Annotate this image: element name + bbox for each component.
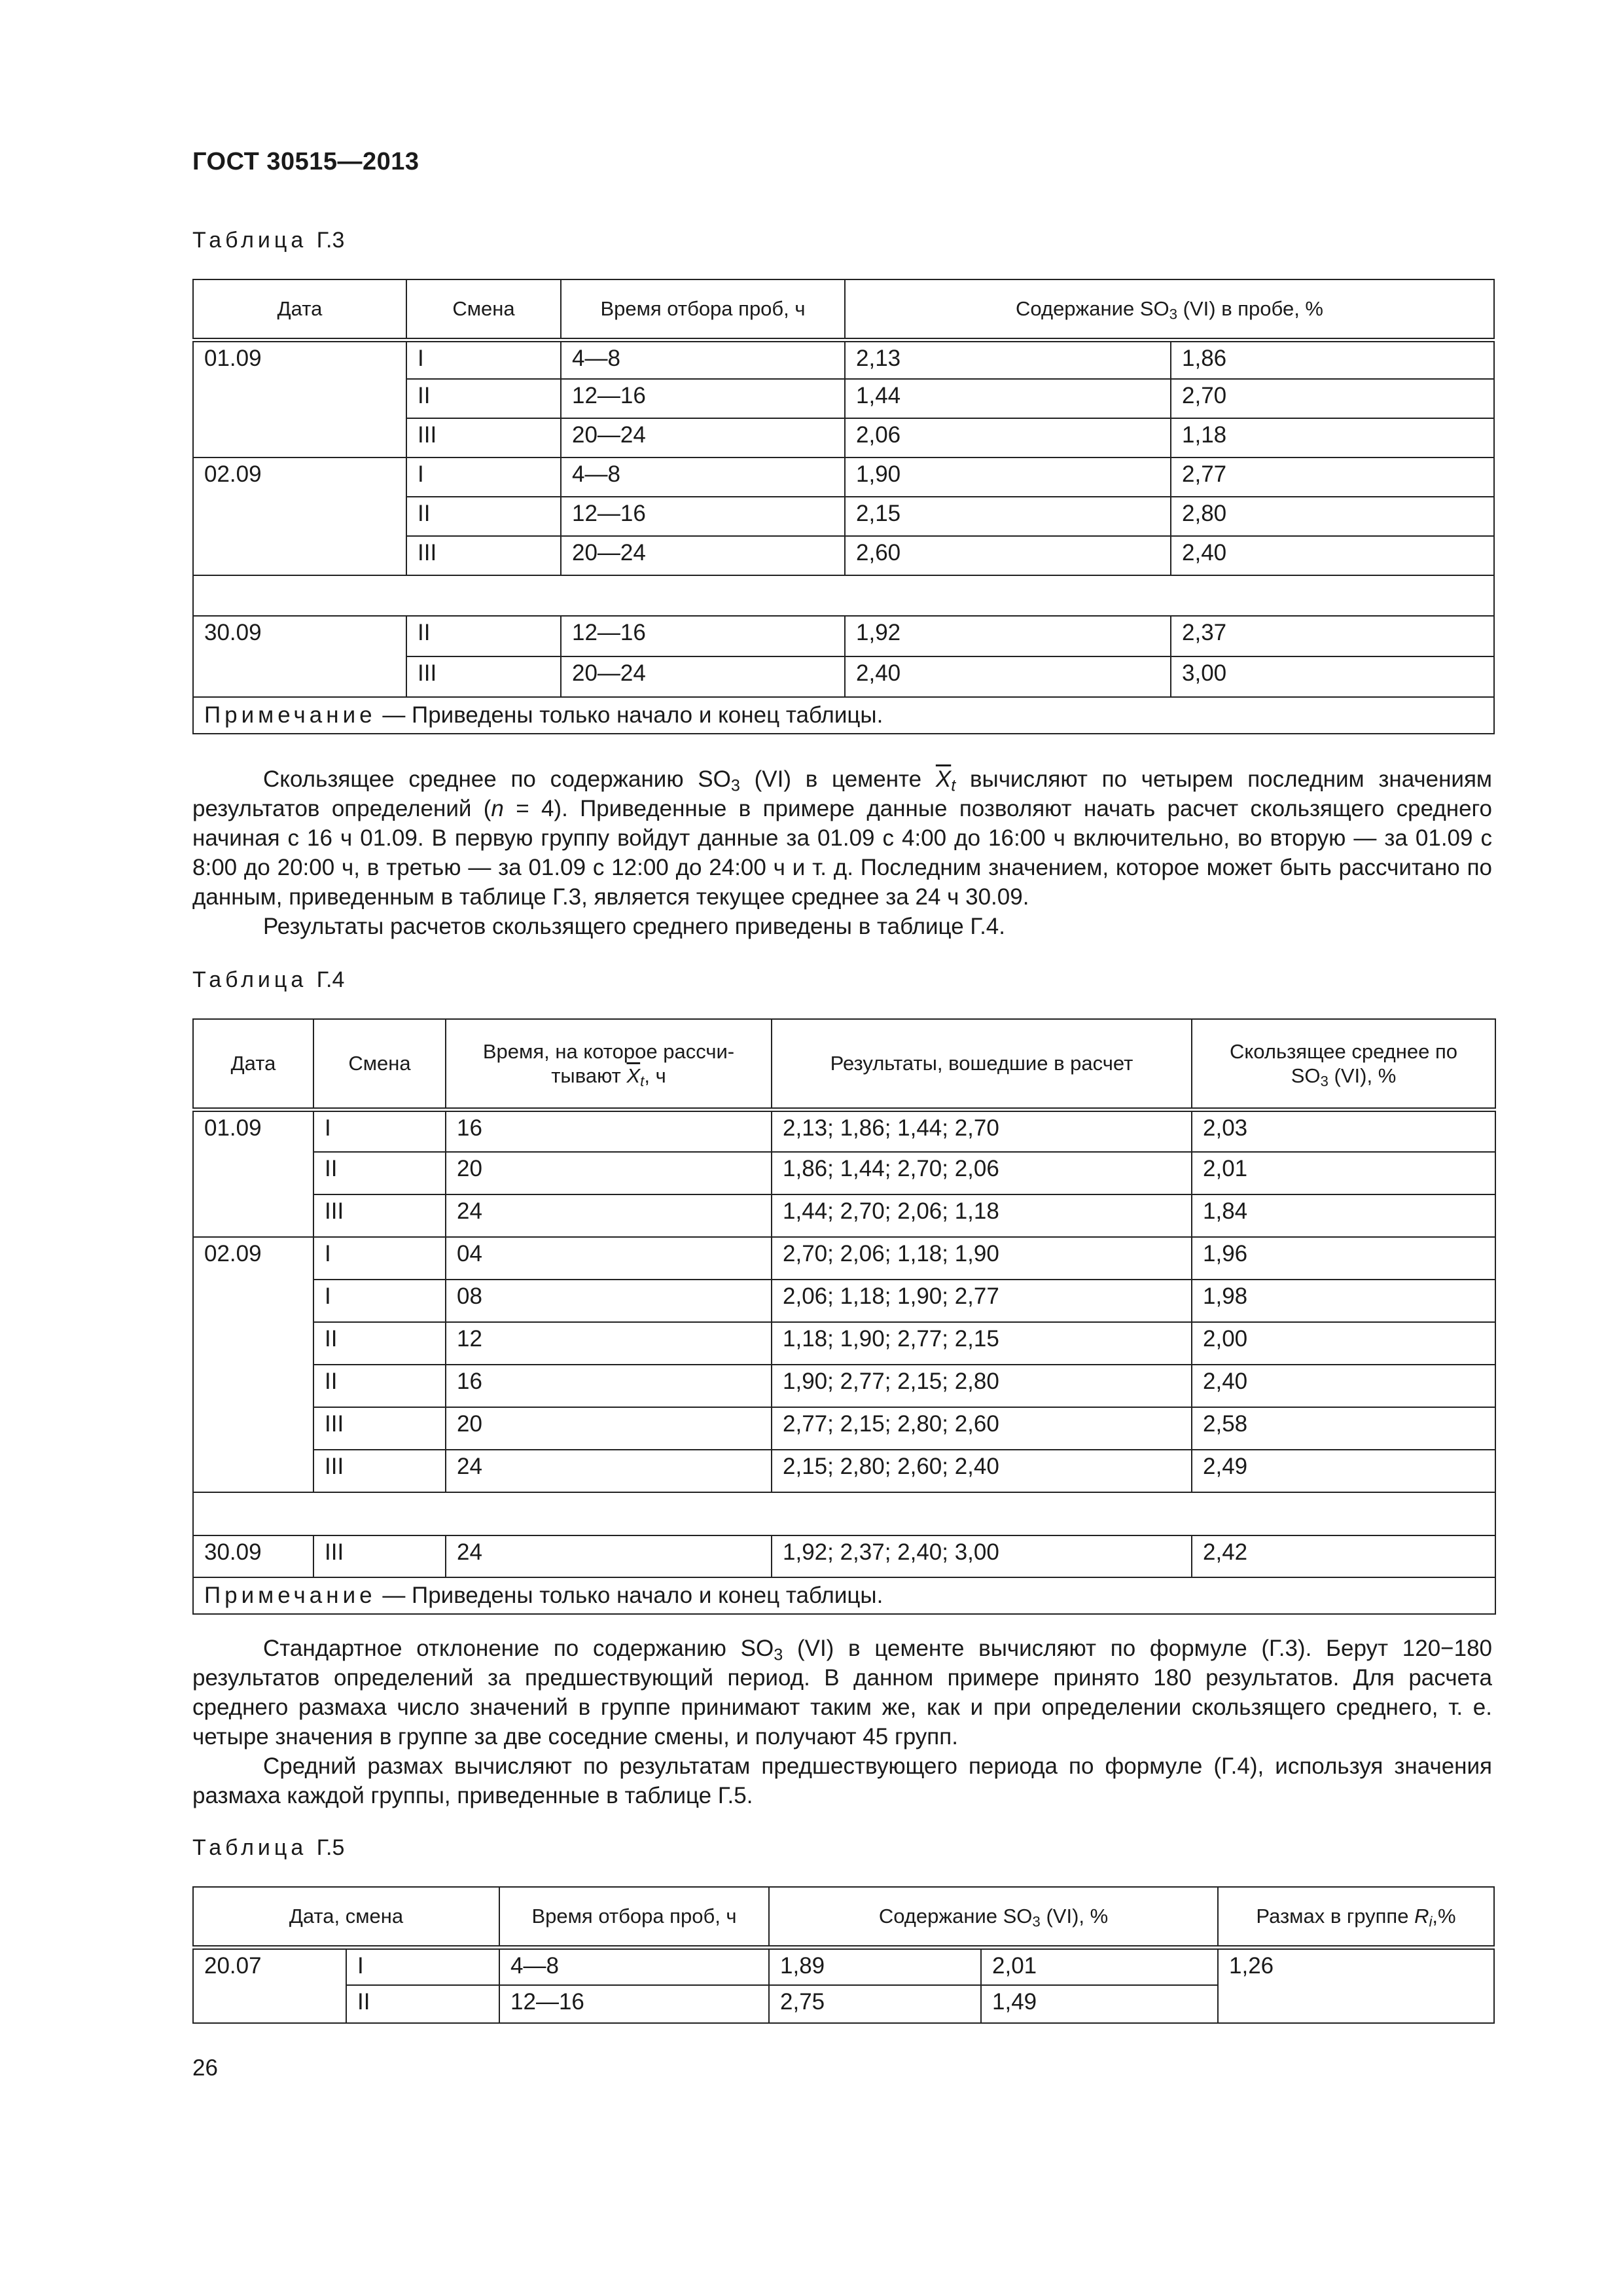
value-cell: 2,70: [1171, 379, 1494, 418]
table-g3-caption-number: Г.3: [316, 228, 345, 253]
shift-cell: III: [313, 1194, 446, 1237]
table-row: [193, 457, 1494, 497]
table-row: [193, 1947, 1494, 1985]
average-cell: 2,03: [1192, 1109, 1495, 1152]
value-cell: 2,60: [845, 536, 1171, 575]
table-g5-caption-number: Г.5: [316, 1835, 345, 1860]
table-g4-note-row: [193, 1577, 1495, 1614]
value-cell: 2,13: [845, 340, 1171, 379]
table-row: [193, 1237, 1495, 1280]
date-cell: 01.09: [193, 340, 406, 457]
time-cell: 12—16: [499, 1985, 769, 2023]
time-cell: 24: [446, 1535, 772, 1577]
document-header: ГОСТ 30515—2013: [192, 148, 419, 175]
table-g3-header-content: Содержание $SO_3$ (VI) в пробе, %: [845, 279, 1494, 340]
shift-cell: II: [313, 1152, 446, 1194]
table-row: [193, 1194, 1495, 1237]
table-row: [193, 1365, 1495, 1407]
shift-cell: II: [313, 1365, 446, 1407]
table-g5-header-range: Размах в группе $R_i,\%$: [1218, 1887, 1494, 1947]
results-cell: 1,90; 2,77; 2,15; 2,80: [772, 1365, 1192, 1407]
table-row: [193, 616, 1494, 656]
value-cell: 1,18: [1171, 418, 1494, 457]
table-g3-header-time: Время отбора проб, ч: [561, 279, 845, 340]
value-cell: 2,06: [845, 418, 1171, 457]
value-cell: 2,01: [981, 1947, 1218, 1985]
results-cell: 1,18; 1,90; 2,77; 2,15: [772, 1322, 1192, 1365]
table-g3-body-start: [193, 340, 1494, 575]
table-g5-header-content: Содержание $SO_3$ (VI), %: [769, 1887, 1218, 1947]
shift-cell: I: [346, 1947, 499, 1985]
table-g3-header-shift: Смена: [406, 279, 561, 340]
date-cell: 01.09: [193, 1109, 313, 1237]
time-cell: 04: [446, 1237, 772, 1280]
table-g4-header-time: Время, на которое рассчи- тывают $\overline{X}_t$, ч: [446, 1019, 772, 1109]
table-g5-caption-label: Таблица: [192, 1835, 308, 1860]
date-cell: 02.09: [193, 1237, 313, 1492]
table-g5-header-time: Время отбора проб, ч: [499, 1887, 769, 1947]
time-cell: 12—16: [561, 379, 845, 418]
table-g4-header-shift: Смена: [313, 1019, 446, 1109]
results-cell: 2,15; 2,80; 2,60; 2,40: [772, 1450, 1192, 1492]
time-cell: 08: [446, 1280, 772, 1322]
value-cell: 2,37: [1171, 616, 1494, 656]
shift-cell: I: [406, 457, 561, 497]
average-cell: 1,84: [1192, 1194, 1495, 1237]
paragraph-standard-deviation-text: Стандартное отклонение по содержанию $SO_3$ (VI) в цементе вычисляют по формуле (Г.3). Берут 120−180 результатов определений за предшествующий период. В данном примере принято 180 результатов. Для расчета среднего размаха число значений в группе принимают таким же, как и при определении скользящего среднего, т. е. четыре значения в группе за две соседние смены, и получают 45 групп.: [192, 1636, 1492, 1749]
table-g4-header-results: Результаты, вошедшие в расчет: [772, 1019, 1192, 1109]
value-cell: 1,86: [1171, 340, 1494, 379]
paragraph-moving-average: [192, 764, 1492, 941]
table-g4-caption-number: Г.4: [316, 967, 345, 992]
results-cell: 1,86; 1,44; 2,70; 2,06: [772, 1152, 1192, 1194]
shift-cell: II: [406, 379, 561, 418]
value-cell: 1,90: [845, 457, 1171, 497]
value-cell: 2,77: [1171, 457, 1494, 497]
table-row: [193, 340, 1494, 379]
table-g3-note: Примечание — Приведены только начало и конец таблицы.: [193, 697, 1494, 734]
value-cell: 2,40: [1171, 536, 1494, 575]
time-cell: 12—16: [561, 616, 845, 656]
average-cell: 2,40: [1192, 1365, 1495, 1407]
table-g4-caption-label: Таблица: [192, 967, 308, 992]
table-row: [193, 1109, 1495, 1152]
time-cell: 24: [446, 1194, 772, 1237]
shift-cell: I: [313, 1280, 446, 1322]
results-cell: 1,92; 2,37; 2,40; 3,00: [772, 1535, 1192, 1577]
page-number: 26: [192, 2055, 218, 2081]
value-cell: 1,44: [845, 379, 1171, 418]
table-g3-caption-label: Таблица: [192, 228, 308, 253]
time-cell: 24: [446, 1450, 772, 1492]
date-cell: 30.09: [193, 1535, 313, 1577]
table-g4-caption: [192, 967, 344, 993]
shift-cell: II: [406, 497, 561, 536]
average-cell: 2,00: [1192, 1322, 1495, 1365]
shift-cell: II: [406, 616, 561, 656]
table-g3: [192, 279, 1495, 734]
value-cell: 2,75: [769, 1985, 981, 2023]
value-cell: 1,49: [981, 1985, 1218, 2023]
table-g4-body-end: [193, 1535, 1495, 1577]
results-cell: 2,77; 2,15; 2,80; 2,60: [772, 1407, 1192, 1450]
paragraph-standard-deviation: [192, 1634, 1492, 1810]
shift-cell: III: [313, 1407, 446, 1450]
table-row: [193, 1152, 1495, 1194]
value-cell: 2,15: [845, 497, 1171, 536]
table-g4-body-start: [193, 1109, 1495, 1492]
shift-cell: I: [313, 1109, 446, 1152]
shift-cell: II: [346, 1985, 499, 2023]
time-cell: 4—8: [561, 457, 845, 497]
value-cell: 2,40: [845, 656, 1171, 697]
table-g3-header-date: Дата: [193, 279, 406, 340]
table-g3-gap-row: [193, 575, 1494, 616]
shift-cell: I: [313, 1237, 446, 1280]
shift-cell: III: [406, 536, 561, 575]
time-cell: 4—8: [561, 340, 845, 379]
paragraph-moving-average-text: Скользящее среднее по содержанию $SO_3$ (VI) в цементе $\overline{X}_t$ вычисляют по четырем последним значениям результатов определений (n = 4). Приведенные в примере данные позволяют начать расчет скользящего среднего начиная с 16 ч 01.09. В первую группу войдут данные за 01.09 с 4:00 до 16:00 ч включительно, во вторую — за 01.09 с 8:00 до 20:00 ч, в третью — за 01.09 с 12:00 до 24:00 ч и т. д. Последним значением, которое может быть рассчитано по данным, приведенным в таблице Г.3, является текущее среднее за 24 ч 30.09.: [192, 766, 1492, 910]
paragraph-results-reference: Результаты расчетов скользящего среднего приведены в таблице Г.4.: [263, 914, 1005, 939]
paragraph-average-range: Средний размах вычисляют по результатам предшествующего периода по формуле (Г.4), используя значения размаха каждой группы, приведенные в таблице Г.5.: [192, 1753, 1492, 1808]
table-g5-body: [193, 1947, 1494, 2023]
time-cell: 20—24: [561, 536, 845, 575]
table-row: [193, 1535, 1495, 1577]
results-cell: 2,70; 2,06; 1,18; 1,90: [772, 1237, 1192, 1280]
table-g4-header-date: Дата: [193, 1019, 313, 1109]
results-cell: 1,44; 2,70; 2,06; 1,18: [772, 1194, 1192, 1237]
time-cell: 20—24: [561, 656, 845, 697]
time-cell: 20: [446, 1152, 772, 1194]
time-cell: 4—8: [499, 1947, 769, 1985]
time-cell: 16: [446, 1365, 772, 1407]
value-cell: 2,80: [1171, 497, 1494, 536]
shift-cell: I: [406, 340, 561, 379]
table-row: [193, 1407, 1495, 1450]
table-row: [193, 1280, 1495, 1322]
table-g5-caption: [192, 1835, 344, 1861]
table-g5: [192, 1886, 1495, 2024]
table-g4-note: Примечание — Приведены только начало и конец таблицы.: [193, 1577, 1495, 1614]
value-cell: 3,00: [1171, 656, 1494, 697]
date-cell: 30.09: [193, 616, 406, 697]
table-g3-caption: [192, 228, 344, 253]
value-cell: 1,89: [769, 1947, 981, 1985]
table-g5-header-date-shift: Дата, смена: [193, 1887, 499, 1947]
shift-cell: III: [313, 1450, 446, 1492]
value-cell: 1,92: [845, 616, 1171, 656]
average-cell: 1,98: [1192, 1280, 1495, 1322]
average-cell: 2,42: [1192, 1535, 1495, 1577]
shift-cell: III: [406, 418, 561, 457]
results-cell: 2,13; 1,86; 1,44; 2,70: [772, 1109, 1192, 1152]
shift-cell: III: [406, 656, 561, 697]
time-cell: 20—24: [561, 418, 845, 457]
table-row: [193, 1322, 1495, 1365]
shift-cell: III: [313, 1535, 446, 1577]
date-cell: 20.07: [193, 1947, 346, 2023]
average-cell: 2,49: [1192, 1450, 1495, 1492]
average-cell: 1,96: [1192, 1237, 1495, 1280]
table-g3-body-end: [193, 616, 1494, 697]
results-cell: 2,06; 1,18; 1,90; 2,77: [772, 1280, 1192, 1322]
table-row: [193, 1450, 1495, 1492]
time-cell: 12: [446, 1322, 772, 1365]
table-g4: [192, 1018, 1496, 1615]
date-cell: 02.09: [193, 457, 406, 575]
time-cell: 12—16: [561, 497, 845, 536]
time-cell: 20: [446, 1407, 772, 1450]
range-cell: 1,26: [1218, 1947, 1494, 2023]
average-cell: 2,01: [1192, 1152, 1495, 1194]
average-cell: 2,58: [1192, 1407, 1495, 1450]
shift-cell: II: [313, 1322, 446, 1365]
table-g4-gap-row: [193, 1492, 1495, 1535]
table-g3-note-row: [193, 697, 1494, 734]
table-g4-header-average: Скользящее среднее по $SO_3$ (VI), %: [1192, 1019, 1495, 1109]
time-cell: 16: [446, 1109, 772, 1152]
